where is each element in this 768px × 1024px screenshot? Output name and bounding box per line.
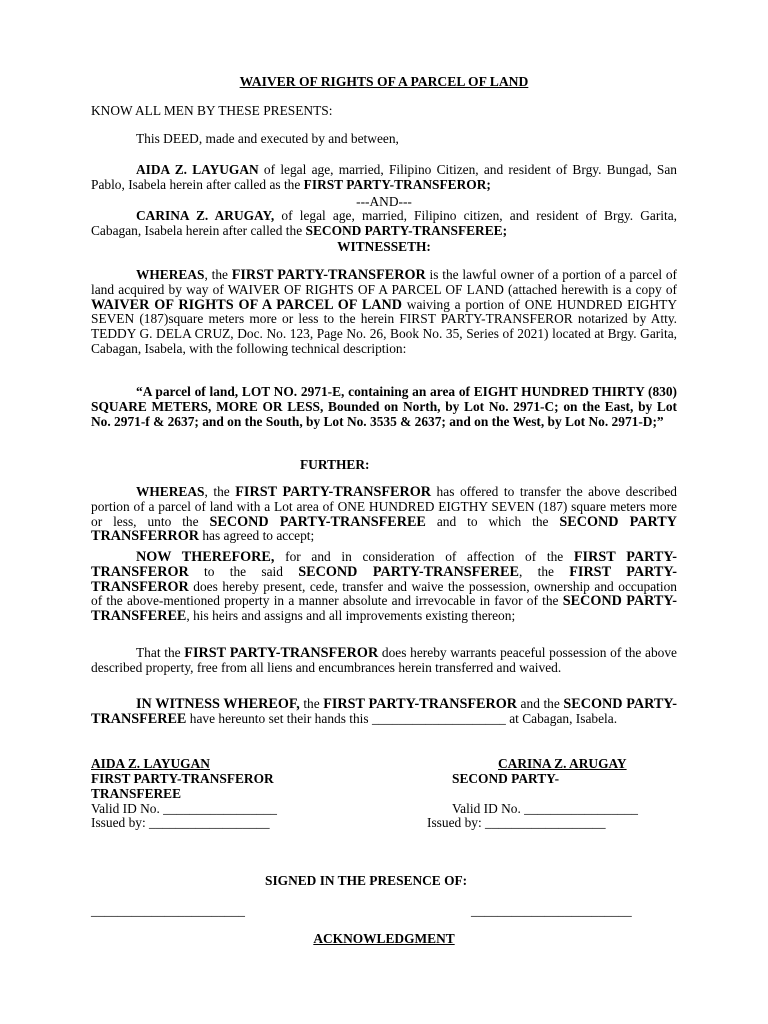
party-ref: FIRST PARTY-TRANSFEROR (323, 696, 517, 712)
party2-name: CARINA Z. ARUGAY, (136, 208, 275, 223)
whereas2-text: has agreed to accept; (199, 528, 315, 544)
left-signatory-role: FIRST PARTY-TRANSFEROR (91, 771, 274, 786)
party-ref: FIRST PARTY-TRANSFEROR (184, 645, 379, 661)
now-therefore-text: for and in consideration of affection of the (274, 549, 574, 564)
technical-description: “A parcel of land, LOT NO. 2971-E, containing an area of EIGHT HUNDRED THIRTY (830) SQUARE METERS, MORE OR LESS, Bounded on North, by Lot No. 2971-C; on the East, by Lot No. 2971-f & 2637; and on the South, by Lot No. 3535 & 2637; and on the West, by Lot No. 2971-D;” (91, 384, 677, 429)
party1-role: FIRST PARTY-TRANSFEROR; (303, 176, 491, 192)
in-witness-text: have hereunto set their hands this ____________________ at Cabagan, Isabela. (186, 710, 618, 726)
party-ref: SECOND PARTY-TRANSFEREE (209, 513, 426, 530)
party-ref: SECOND PARTY-TRANSFEREE (91, 593, 677, 625)
party-ref: SECOND PARTY TRANSFERROR (91, 513, 677, 545)
party-ref: FIRST PARTY-TRANSFEROR (235, 484, 432, 500)
waiver-title-ref: WAIVER OF RIGHTS OF A PARCEL OF LAND (91, 296, 403, 313)
now-therefore-paragraph (91, 550, 677, 624)
right-issued-by: Issued by: __________________ (427, 815, 606, 830)
left-issued-by: Issued by: __________________ (91, 815, 270, 830)
acknowledgment-heading: ACKNOWLEDGMENT (313, 931, 455, 946)
party-ref: FIRST PARTY-TRANSFEROR (91, 549, 678, 580)
that-the-text: does hereby warrants peaceful possession of the above described property, free from all liens and encumbrances herein transferred and waived. (91, 645, 678, 675)
right-signatory-role: SECOND PARTY- (452, 771, 560, 786)
whereas1-text: waiving a portion of ONE HUNDRED EIGHTY SEVEN (187)square meters more or less to the herein FIRST PARTY-TRANSFEROR notarized by Atty. TEDDY G. DELA CRUZ, Doc. No. 123, Page No. 26, Book No. 35, Series of 2021) located at Brgy. Garita, Cabagan, Isabela, with the following technical description: (91, 296, 678, 356)
in-witness-text: and the (517, 696, 564, 711)
party-ref: FIRST PARTY-TRANSFEROR (231, 267, 426, 283)
now-therefore-text: , the (518, 563, 570, 579)
party-ref: FIRST PARTY-TRANSFEROR (91, 563, 677, 595)
right-signatory-name: CARINA Z. ARUGAY (498, 756, 627, 771)
whereas1-text: is the lawful owner of a portion of a parcel of land acquired by way of WAIVER OF RIGHTS OF A PARCEL OF LAND (attached herewith is a copy of (91, 267, 677, 297)
that-the-text: That the (136, 645, 185, 660)
witness-signature-line-left: _______________________ (91, 903, 245, 918)
whereas2-text: and to which the (425, 513, 560, 529)
whereas1-text: , the (204, 267, 232, 282)
now-therefore-text: does hereby present, cede, transfer and waive the possession, ownership and occupation of the above-mentioned property in a manner absolute and irrevocable in favor of the (91, 578, 677, 609)
in-witness-text: the (299, 696, 324, 711)
further-heading: FURTHER: (300, 457, 370, 472)
in-witness-label: IN WITNESS WHEREOF, (136, 696, 300, 712)
party2-desc: of legal age, married, Filipino citizen, and resident of Brgy. Garita, Cabagan, Isabela herein after called the (91, 208, 678, 238)
in-witness-paragraph (91, 697, 677, 727)
witnesseth-heading: WITNESSETH: (337, 239, 431, 254)
know-all-men: KNOW ALL MEN BY THESE PRESENTS: (91, 103, 333, 118)
whereas-label: WHEREAS (136, 484, 205, 499)
now-therefore-text: , his heirs and assigns and all improvements existing thereon; (186, 608, 516, 624)
signed-presence-heading: SIGNED IN THE PRESENCE OF: (265, 873, 468, 888)
now-therefore-text: to the said (188, 563, 299, 579)
right-valid-id: Valid ID No. _________________ (452, 801, 638, 816)
party-ref: SECOND PARTY-TRANSFEREE (298, 563, 519, 580)
document-title: WAIVER OF RIGHTS OF A PARCEL OF LAND (239, 74, 529, 89)
party2-role: SECOND PARTY-TRANSFEREE; (305, 222, 508, 238)
party2-paragraph (91, 209, 677, 239)
party1-name: AIDA Z. LAYUGAN (136, 162, 259, 177)
intro-line: This DEED, made and executed by and between, (136, 131, 399, 146)
role-wrap: TRANSFEREE (91, 786, 182, 801)
whereas2-text: has offered to transfer the above described portion of a parcel of land with a Lot area of ONE HUNDRED EIGTHY SEVEN (187) square meters more or less, unto the (91, 484, 677, 529)
witness-signature-line-right: ________________________ (471, 903, 632, 918)
whereas2-paragraph (91, 485, 677, 544)
left-signatory-name: AIDA Z. LAYUGAN (91, 756, 210, 771)
whereas1-paragraph (91, 268, 677, 357)
party-ref: SECOND PARTY-TRANSFEREE (91, 696, 677, 727)
now-therefore-label: NOW THEREFORE, (136, 549, 275, 565)
whereas2-text: , the (204, 484, 236, 499)
left-valid-id: Valid ID No. _________________ (91, 801, 277, 816)
that-the-paragraph (91, 646, 677, 676)
whereas-label: WHEREAS (136, 267, 205, 282)
and-separator: ---AND--- (356, 194, 412, 209)
party1-desc: of legal age, married, Filipino Citizen, and resident of Brgy. Bungad, San Pablo, Isabela herein after called as the (91, 162, 677, 192)
party1-paragraph (91, 163, 677, 193)
